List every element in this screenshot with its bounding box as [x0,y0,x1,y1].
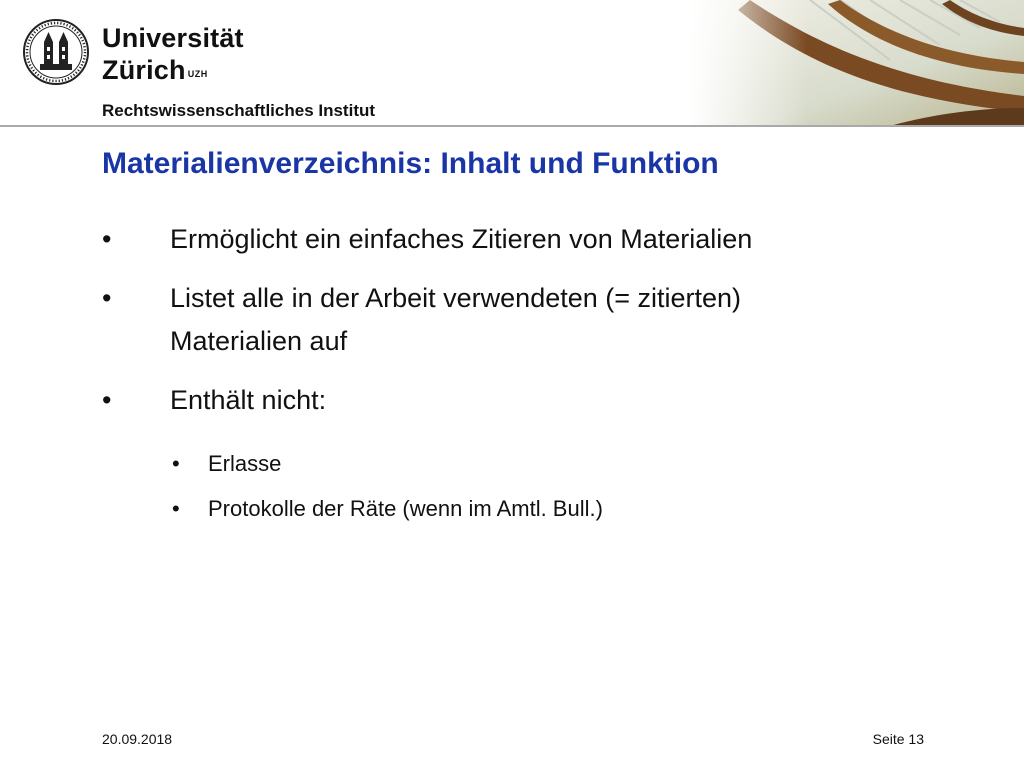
sub-bullet-text: Erlasse [208,451,282,476]
header-architecture-photo [690,0,1024,126]
university-name-zurich: Zürich [102,55,186,85]
bullet-marker: • [102,283,112,313]
institute-name: Rechtswissenschaftliches Institut [102,101,376,120]
bullet-text-line1: Listet alle in der Arbeit verwendeten (= zitierten) [170,283,742,313]
bullet-text: Enthält nicht: [170,385,327,415]
sub-bullet-marker: • [172,496,180,521]
slide-title: Materialienverzeichnis: Inhalt und Funktion [102,147,719,180]
university-wordmark [102,22,244,86]
university-name-line1: Universität [102,23,244,53]
sub-bullet-text: Protokolle der Räte (wenn im Amtl. Bull.) [208,496,603,521]
bullet-text: Ermöglicht ein einfaches Zitieren von Materialien [170,224,753,254]
footer-page-number: Seite 13 [872,731,924,747]
sub-bullet-marker: • [172,451,180,476]
header-divider [0,125,1024,127]
university-name-line2 [102,54,244,86]
uzh-superscript: UZH [187,69,208,79]
university-seal-icon [22,18,90,86]
bullet-marker: • [102,224,112,254]
bullet-text-line2: Materialien auf [170,326,348,356]
slide-header [0,0,1024,128]
bullet-marker: • [102,385,112,415]
footer-date: 20.09.2018 [102,731,173,747]
